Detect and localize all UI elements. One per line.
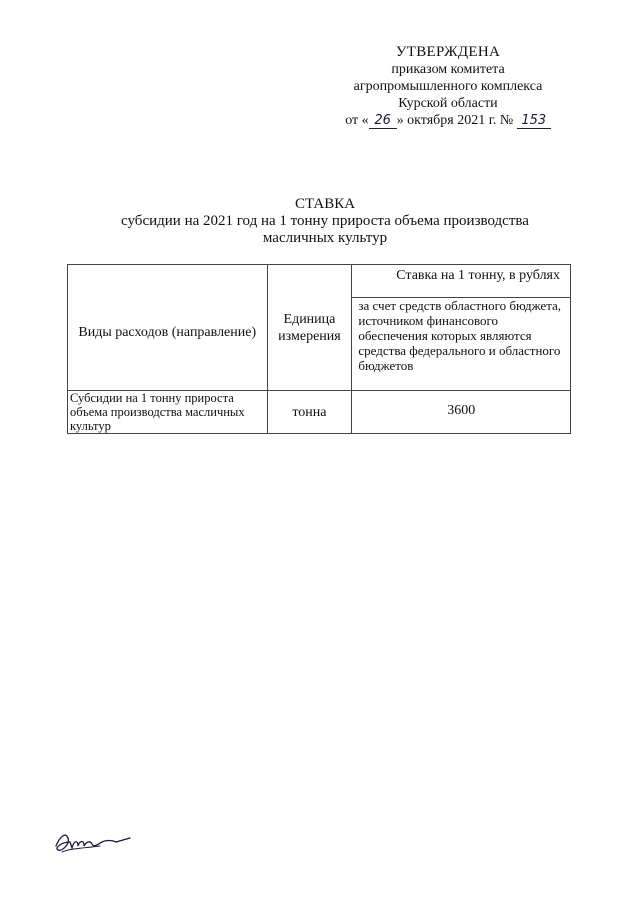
order-prefix: от « bbox=[345, 113, 369, 128]
title-heading: СТАВКА bbox=[294, 196, 356, 212]
approval-block bbox=[330, 44, 566, 129]
header-source: за счет средств областного бюджета, источником финансового обеспечения которых являются средства федерального и областного бюджетов bbox=[352, 298, 571, 391]
header-unit: Единица измерения bbox=[267, 265, 352, 391]
title-line-2: масличных культур bbox=[262, 230, 388, 246]
approval-line-1: приказом комитета bbox=[391, 62, 505, 77]
header-kind: Виды расходов (направление) bbox=[68, 265, 268, 391]
approval-line-3: Курской области bbox=[398, 96, 498, 111]
order-line bbox=[330, 112, 566, 129]
row-value: 3600 bbox=[352, 391, 571, 434]
table-header-row bbox=[68, 265, 571, 298]
order-mid: » октября 2021 г. № bbox=[396, 113, 514, 128]
rate-table bbox=[67, 264, 571, 434]
header-rate: Ставка на 1 тонну, в рублях bbox=[352, 265, 571, 298]
signature-icon bbox=[52, 828, 136, 858]
order-number-handwritten: 153 bbox=[517, 114, 551, 129]
approval-heading: УТВЕРЖДЕНА bbox=[395, 44, 501, 60]
table-row bbox=[68, 391, 571, 434]
title-line-1: субсидии на 2021 год на 1 тонну прироста объема производства bbox=[121, 213, 529, 229]
row-unit: тонна bbox=[267, 391, 352, 434]
order-day-handwritten: 26 bbox=[369, 114, 397, 129]
row-label: Субсидии на 1 тонну прироста объема производства масличных культур bbox=[68, 391, 268, 434]
document-title bbox=[60, 196, 590, 247]
approval-line-2: агропромышленного комплекса bbox=[353, 79, 543, 94]
